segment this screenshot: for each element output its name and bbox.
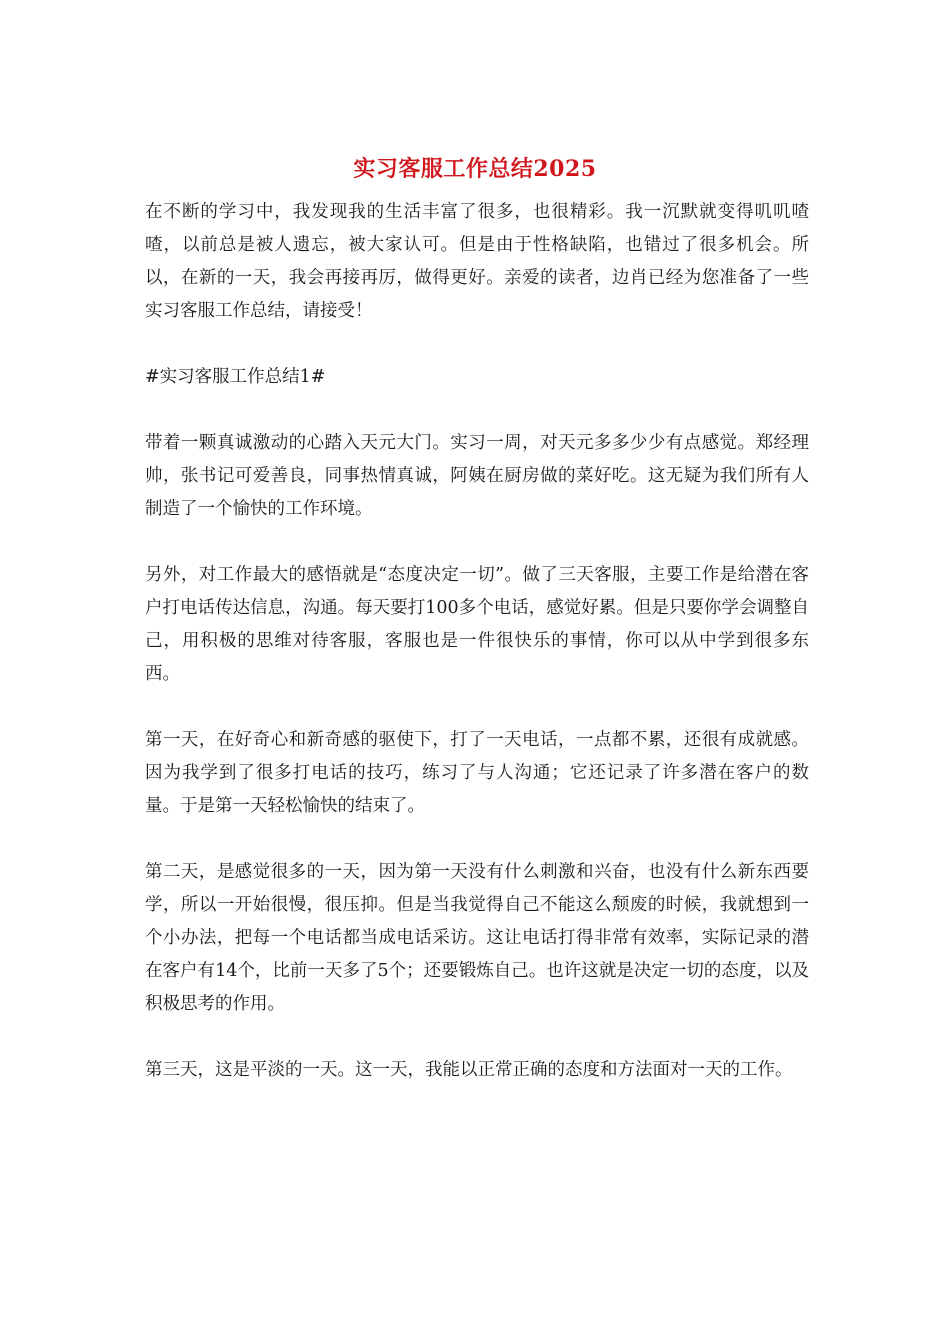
intro-paragraph: 在不断的学习中，我发现我的生活丰富了很多，也很精彩。我一沉默就变得叽叽喳喳，以前总是被人遗忘，被大家认可。但是由于性格缺陷，也错过了很多机会。所以，在新的一天，我会再接再厉，做得更好。亲爱的读者，边肖已经为您准备了一些实习客服工作总结，请接受！ xyxy=(145,202,809,321)
body-paragraph: 带着一颗真诚激动的心踏入天元大门。实习一周，对天元多多少少有点感觉。郑经理帅，张书记可爱善良，同事热情真诚，阿姨在厨房做的菜好吃。这无疑为我们所有人制造了一个愉快的工作环境。 xyxy=(145,433,809,519)
paragraph-gap xyxy=(145,691,809,724)
document-title: 实习客服工作总结2025 xyxy=(353,156,597,182)
section-heading: #实习客服工作总结1# xyxy=(145,367,326,387)
body-paragraph: 第三天，这是平淡的一天。这一天，我能以正常正确的态度和方法面对一天的工作。 xyxy=(145,1060,793,1080)
document-body xyxy=(145,196,809,1087)
paragraph-gap xyxy=(145,394,809,427)
paragraph-gap xyxy=(145,328,809,361)
paragraph-gap xyxy=(145,526,809,559)
body-paragraph: 第二天，是感觉很多的一天，因为第一天没有什么刺激和兴奋，也没有什么新东西要学，所以一开始很慢，很压抑。但是当我觉得自己不能这么颓废的时候，我就想到一个小办法，把每一个电话都当成电话采访。这让电话打得非常有效率，实际记录的潜在客户有14个，比前一天多了5个；还要锻炼自己。也许这就是决定一切的态度，以及积极思考的作用。 xyxy=(145,862,809,1014)
paragraph-gap xyxy=(145,823,809,856)
body-paragraph: 另外，对工作最大的感悟就是“态度决定一切”。做了三天客服，主要工作是给潜在客户打电话传达信息，沟通。每天要打100多个电话，感觉好累。但是只要你学会调整自己，用积极的思维对待客服，客服也是一件很快乐的事情，你可以从中学到很多东西。 xyxy=(145,565,809,684)
paragraph-gap xyxy=(145,1021,809,1054)
body-paragraph: 第一天，在好奇心和新奇感的驱使下，打了一天电话，一点都不累，还很有成就感。因为我学到了很多打电话的技巧，练习了与人沟通；它还记录了许多潜在客户的数量。于是第一天轻松愉快的结束了。 xyxy=(145,730,809,816)
